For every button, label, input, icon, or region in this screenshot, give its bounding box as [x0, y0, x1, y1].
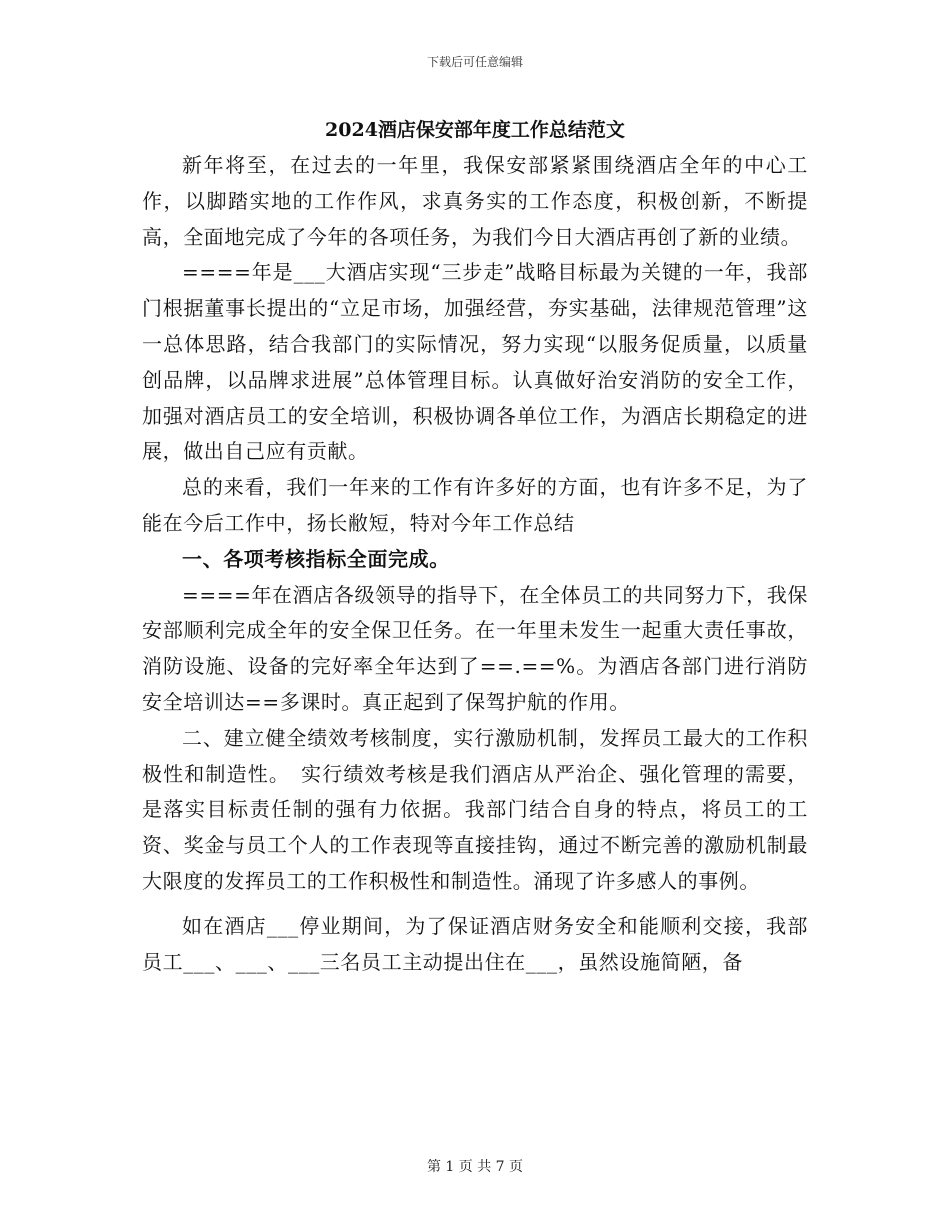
- paragraph-strategy: ====年是___大酒店实现“三步走”战略目标最为关键的一年，我部门根据董事长提出的“立足市场，加强经营，夯实基础，法律规范管理”这一总体思路，结合我部门的实际情况，努力实现“以服务促质量，以质量创品牌，以品牌求进展”总体管理目标。认真做好治安消防的安全工作，加强对酒店员工的安全培训，积极协调各单位工作，为酒店长期稳定的进展，做出自己应有贡献。: [142, 260, 808, 464]
- section-heading-1: 一、各项考核指标全面完成。: [182, 546, 450, 571]
- page-footer: 第 1 页 共 7 页: [426, 1159, 524, 1175]
- section-paragraph-2: 二、建立健全绩效考核制度，实行激励机制，发挥员工最大的工作积极性和制造性。 实行绩效考核是我们酒店从严治企、强化管理的需要，是落实目标责任制的强有力依据。我部门结合自身的特点，将员工的工资、奖金与员工个人的工作表现等直接挂钩，通过不断完善的激励机制最大限度的发挥员工的工作积极性和制造性。涌现了许多感人的事例。: [142, 725, 808, 893]
- paragraph-overview: 总的来看，我们一年来的工作有许多好的方面，也有许多不足，为了能在今后工作中，扬长敝短，特对今年工作总结: [142, 475, 808, 535]
- paragraph-indicators: ====年在酒店各级领导的指导下，在全体员工的共同努力下，我保安部顺利完成全年的安全保卫任务。在一年里未发生一起重大责任事故，消防设施、设备的完好率全年达到了==.==%。为酒店各部门进行消防安全培训达==多课时。真正起到了保驾护航的作用。: [142, 582, 808, 714]
- paragraph-intro: 新年将至，在过去的一年里，我保安部紧紧围绕酒店全年的中心工作，以脚踏实地的工作作风，求真务实的工作态度，积极创新，不断提高，全面地完成了今年的各项任务，为我们今日大酒店再创了新的业绩。: [142, 153, 808, 249]
- header-note: 下载后可任意编辑: [426, 55, 523, 69]
- paragraph-example: 如在酒店___停业期间，为了保证酒店财务安全和能顺利交接，我部员工___、___、___三名员工主动提出住在___，虽然设施简陋，备: [142, 913, 808, 974]
- document-body: [142, 148, 808, 980]
- document-title: 2024酒店保安部年度工作总结范文: [325, 119, 625, 141]
